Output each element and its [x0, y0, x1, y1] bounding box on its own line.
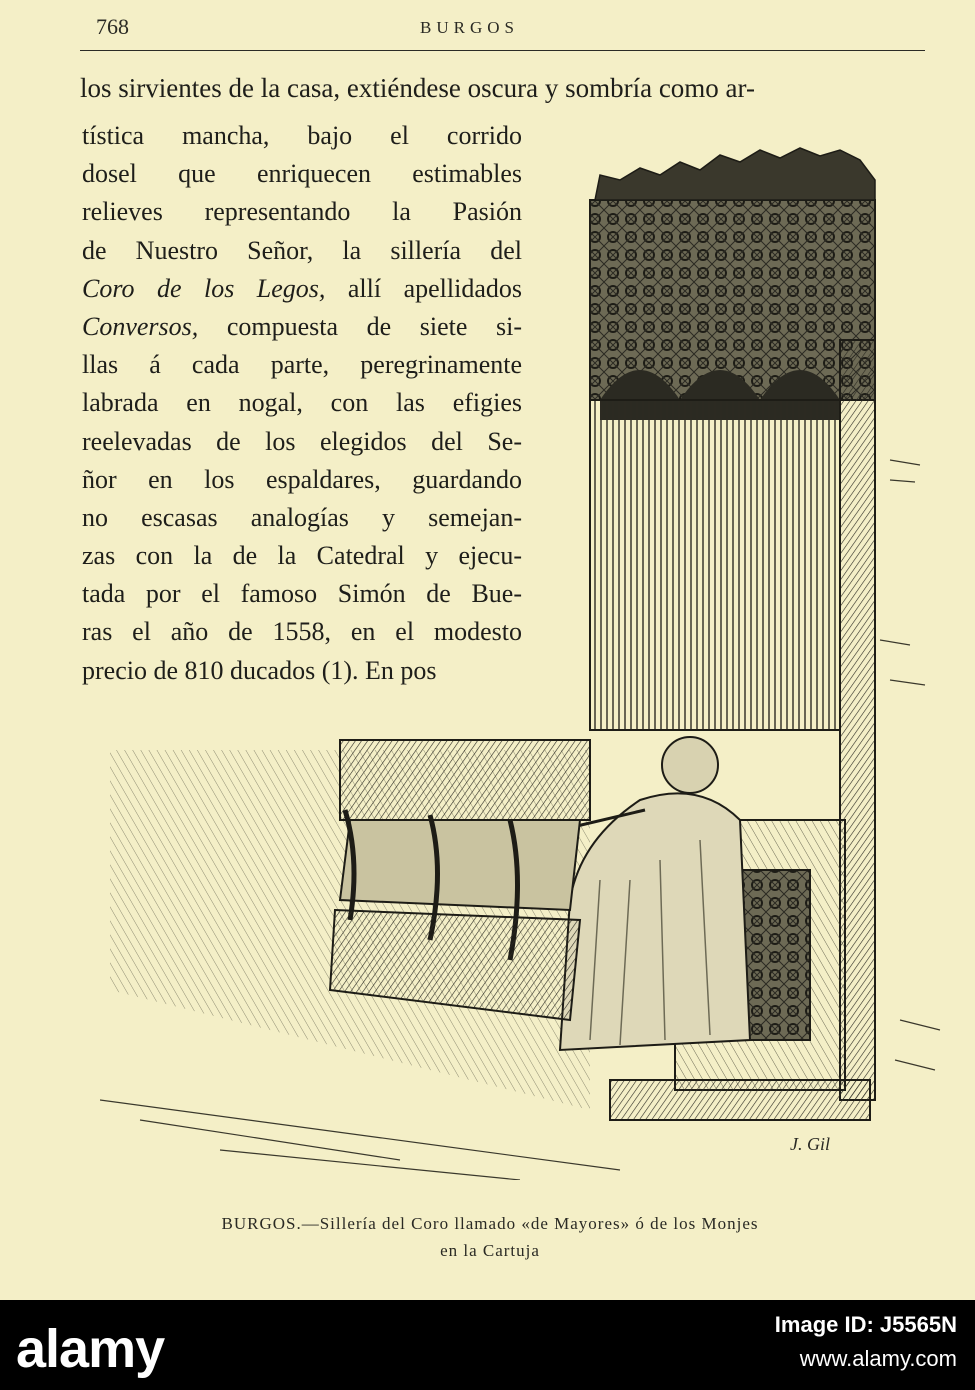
italic-coro-de-los-legos: Coro de los Legos,: [82, 273, 326, 303]
text-line: reelevadas de los elegidos del Se-: [82, 426, 522, 456]
text-column: [82, 117, 522, 690]
text-line: tística mancha, bajo el corrido: [82, 121, 522, 150]
canopy-top: [590, 200, 875, 400]
text-line: dosel que enriquecen estimables: [82, 159, 522, 189]
text-line: de Nuestro Señor, la sillería del: [82, 235, 522, 265]
image-id: Image ID: J5565N: [774, 1312, 957, 1337]
alamy-logo: alamy: [16, 1319, 165, 1379]
alamy-watermark-bar: [0, 1300, 975, 1390]
watermark-info: [775, 1312, 957, 1372]
text-line: llas á cada parte, peregrinamente: [82, 350, 522, 380]
stall-base: [610, 1080, 870, 1120]
watermark-url: www.alamy.com: [799, 1346, 957, 1371]
stock-footer: [0, 1300, 975, 1390]
header-rule: [80, 50, 925, 51]
text-line: labrada en nogal, con las efigies: [82, 388, 522, 418]
monk-head: [662, 737, 718, 793]
floor-lines: [100, 1100, 620, 1180]
text-line-italic-conversos: [82, 308, 522, 346]
figure-caption: [90, 1210, 890, 1264]
italic-conversos: Conversos,: [82, 311, 199, 341]
text-line-italic-coro: [82, 270, 522, 308]
text-line: ñor en los espaldares, guardando: [82, 464, 522, 494]
caption-line-2: en la Cartuja: [440, 1241, 540, 1260]
text-line: tada por el famoso Simón de Bue-: [82, 579, 522, 609]
running-head: BURGOS: [420, 18, 519, 37]
text-line: precio de 810 ducados (1). En pos: [82, 655, 437, 685]
canopy-finials: [595, 148, 875, 200]
margin-sketch-marks: [880, 460, 940, 1070]
caption-line-1: BURGOS.—Sillería del Coro llamado «de Mayores» ó de los Monjes: [221, 1214, 759, 1233]
text-line: relieves representando la Pasión: [82, 197, 522, 227]
low-stall-back: [340, 740, 590, 820]
text-run: allí apellidados: [325, 273, 522, 303]
text-line: no escasas analogías y semejan-: [82, 502, 522, 532]
page-number: 768: [96, 14, 129, 39]
text-line: ras el año de 1558, en el modesto: [82, 617, 522, 647]
first-text-line: los sirvientes de la casa, extiéndese oscura y sombría como ar-: [80, 73, 755, 103]
text-line: zas con la de la Catedral y ejecu-: [82, 541, 522, 571]
low-stall-seats: [340, 820, 580, 910]
artist-signature: J. Gil: [790, 1134, 830, 1154]
text-run: compuesta de siete si-: [198, 311, 522, 341]
stall-back-panel: [590, 400, 840, 730]
